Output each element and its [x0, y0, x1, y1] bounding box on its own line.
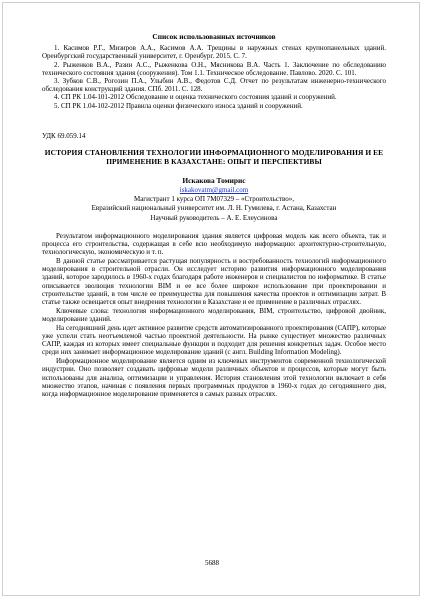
- body-paragraph: На сегодняшний день идет активное развитие средств автоматизированного проектирования (САПР), которые уже успели стать неотъемлемой частью проектной деятельности. На рынке существует множество различных САПР, каждая из которых имеет специальные функции и подходит для решения конкретных задач. Особое место среди них занимает информационное моделирование зданий (с англ. Building Information Modeling).: [42, 323, 386, 357]
- udk-code: УДК 69.059.14: [42, 131, 86, 140]
- reference-item: 4. СП РК 1.04-101-2012 Обследование и оценка технического состояния зданий и сооружений.: [54, 93, 337, 102]
- reference-item: 5. СП РК 1.04-102-2012 Правила оценки физического износа зданий и сооружений.: [54, 101, 303, 110]
- body-paragraph: В данной статье рассматривается растущая популярность и востребованность технологий информационного моделирования в строительной отрасли. Он исследует историю развития информационного моделирования зданий, которое зародилось в 1960-х годах благодаря работе инженеров и специалистов по информатике. В статье описывается эволюция технологии BIM и ее все более широкое использование при проектировании и строительстве зданий, в том числе ее преимущества для повышения качества проектов и оптимизации затрат. В статье также освещается опыт внедрения технологии в Казахстане и ее применение в различных отраслях.: [42, 257, 386, 307]
- supervisor-line: Научный руководитель – А. Е. Елеусинова: [150, 213, 278, 222]
- affiliation-line: Магистрант 1 курса ОП 7М07329 – «Строительство»,: [133, 195, 295, 204]
- reference-item: 1. Касимов Р.Г., Мизиров А.А., Касимов А.А. Трещины в наружных стенах крупнопанельных зданий. Оренбургский государственный университет, г. Оренбург. 2015. С. 7.: [42, 44, 386, 61]
- page-number: 5688: [205, 559, 219, 567]
- document-page: [42, 33, 386, 399]
- affiliation-line: Евразийский национальный университет им. Л. Н. Гумилева, г. Астана, Казахстан: [91, 204, 337, 213]
- article-title: ИСТОРИЯ СТАНОВЛЕНИЯ ТЕХНОЛОГИИ ИНФОРМАЦИОННОГО МОДЕЛИРОВАНИЯ И ЕЕ ПРИМЕНЕНИЕ В КАЗАХСТАНЕ: ОПЫТ И ПЕРСПЕКТИВЫ: [44, 148, 384, 167]
- body-paragraph: Результатом информационного моделирования здания является цифровая модель как всего объекта, так и процесса его строительства, содержащая в себе всю необходимую информацию: архитектурно-строительную, технологическую, экономическую и т. п.: [42, 231, 386, 257]
- author-email-link[interactable]: iskakovatm@gmail.com: [179, 186, 249, 195]
- keywords-paragraph: Ключевые слова: технология информационного моделирования, BIM, строительство, цифровой двойник, моделирование зданий.: [42, 306, 386, 324]
- body-paragraph: Информационное моделирование является одним из ключевых инструментов современной технологической индустрии. Оно позволяет создавать цифровые модели различных объектов и процессов, которые могут быть использованы для анализа, оптимизации и управления. История становления этой технологии включает в себя множество этапов, начиная с появления первых программных продуктов в 1960-х годах до сегодняшнего дня, когда информационное моделирование применяется в самых разных отраслях.: [42, 357, 386, 399]
- article-body: [42, 232, 386, 398]
- author-name: Искакова Томирис: [182, 175, 246, 185]
- reference-item: 3. Зубков С.В., Рогозин П.А., Улыбин А.В., Федотов С.Д. Отчет по результатам инженерно-технического обследования конструкций здания. СПб. 2011. С. 128.: [42, 77, 386, 94]
- reference-item: 2. Рыженков В.А., Разин А.С., Рыженкова О.Н., Мясникова В.А. Часть 1. Заключение по обследованию технического состояния здания (сооружения). Том 1.1. Техническое обследование. Павлово. 2020. С. 101.: [42, 60, 386, 77]
- references-heading: Список использованных источников: [152, 32, 276, 41]
